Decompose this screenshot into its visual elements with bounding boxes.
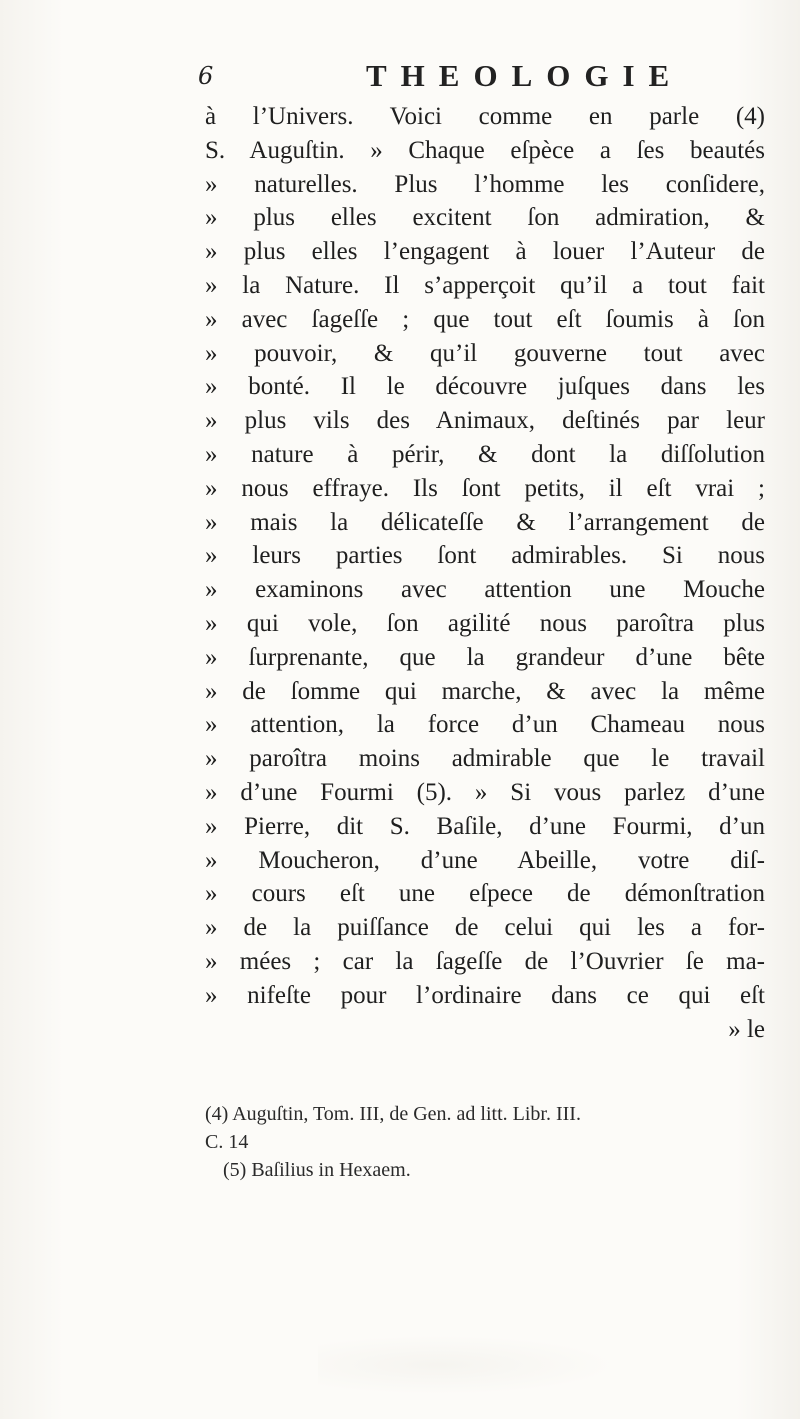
text-line: » bonté. Il le découvre juſques dans les: [205, 373, 765, 401]
text-line: » d’une Fourmi (5). » Si vous parlez d’une: [205, 778, 765, 806]
text-line: » examinons avec attention une Mouche: [205, 576, 765, 604]
text-line: » qui vole, ſon agilité nous paroîtra plus: [205, 609, 765, 637]
text-line: » plus vils des Animaux, deſtinés par leur: [205, 407, 765, 435]
text-line: » mais la délicateſſe & l’arrangement de: [205, 508, 765, 536]
text-line: » plus elles excitent ſon admiration, &: [205, 204, 765, 232]
text-line: » plus elles l’engagent à louer l’Auteur de: [205, 238, 765, 266]
body-text: [205, 100, 765, 1046]
paper-stain: [318, 1335, 618, 1395]
text-line: » naturelles. Plus l’homme les conſidere,: [205, 170, 765, 198]
text-line: » attention, la force d’un Chameau nous: [205, 711, 765, 739]
text-line: » Pierre, dit S. Baſile, d’une Fourmi, d’un: [205, 812, 765, 840]
text-line: » nifeſte pour l’ordinaire dans ce qui eſt: [205, 981, 765, 1009]
page-number: 6: [198, 62, 214, 90]
text-line: » cours eſt une eſpece de démonſtration: [205, 880, 765, 908]
text-line: » de ſomme qui marche, & avec la même: [205, 677, 765, 705]
footnote-4-continuation: C. 14: [205, 1131, 249, 1153]
footnote-5: (5) Baſilius in Hexaem.: [223, 1159, 411, 1181]
text-line: » de la puiſſance de celui qui les a for-: [205, 914, 765, 942]
text-line: » paroîtra moins admirable que le travail: [205, 745, 765, 773]
running-head: THEOLOGIE: [366, 58, 684, 93]
text-line: » leurs parties ſont admirables. Si nous: [205, 542, 765, 570]
text-line: à l’Univers. Voici comme en parle (4): [205, 103, 765, 130]
text-line: S. Auguſtin. » Chaque eſpèce a ſes beautés: [205, 136, 765, 164]
text-line: » nous effraye. Ils ſont petits, il eſt vrai ;: [205, 474, 765, 502]
text-line: » avec ſageſſe ; que tout eſt ſoumis à ſon: [205, 305, 765, 333]
text-line: » nature à périr, & dont la diſſolution: [205, 440, 765, 468]
footnotes: [205, 1100, 765, 1184]
text-line: » ſurprenante, que la grandeur d’une bête: [205, 643, 765, 671]
text-line: » Moucheron, d’une Abeille, votre diſ-: [205, 846, 765, 874]
catchword-line: » le: [728, 1015, 765, 1043]
text-line: » mées ; car la ſageſſe de l’Ouvrier ſe ma-: [205, 947, 765, 975]
text-line: » pouvoir, & qu’il gouverne tout avec: [205, 339, 765, 367]
page-header: [198, 60, 758, 100]
footnote-4: (4) Auguſtin, Tom. III, de Gen. ad litt. Libr. III.: [205, 1103, 581, 1125]
text-line: » la Nature. Il s’apperçoit qu’il a tout fait: [205, 271, 765, 299]
